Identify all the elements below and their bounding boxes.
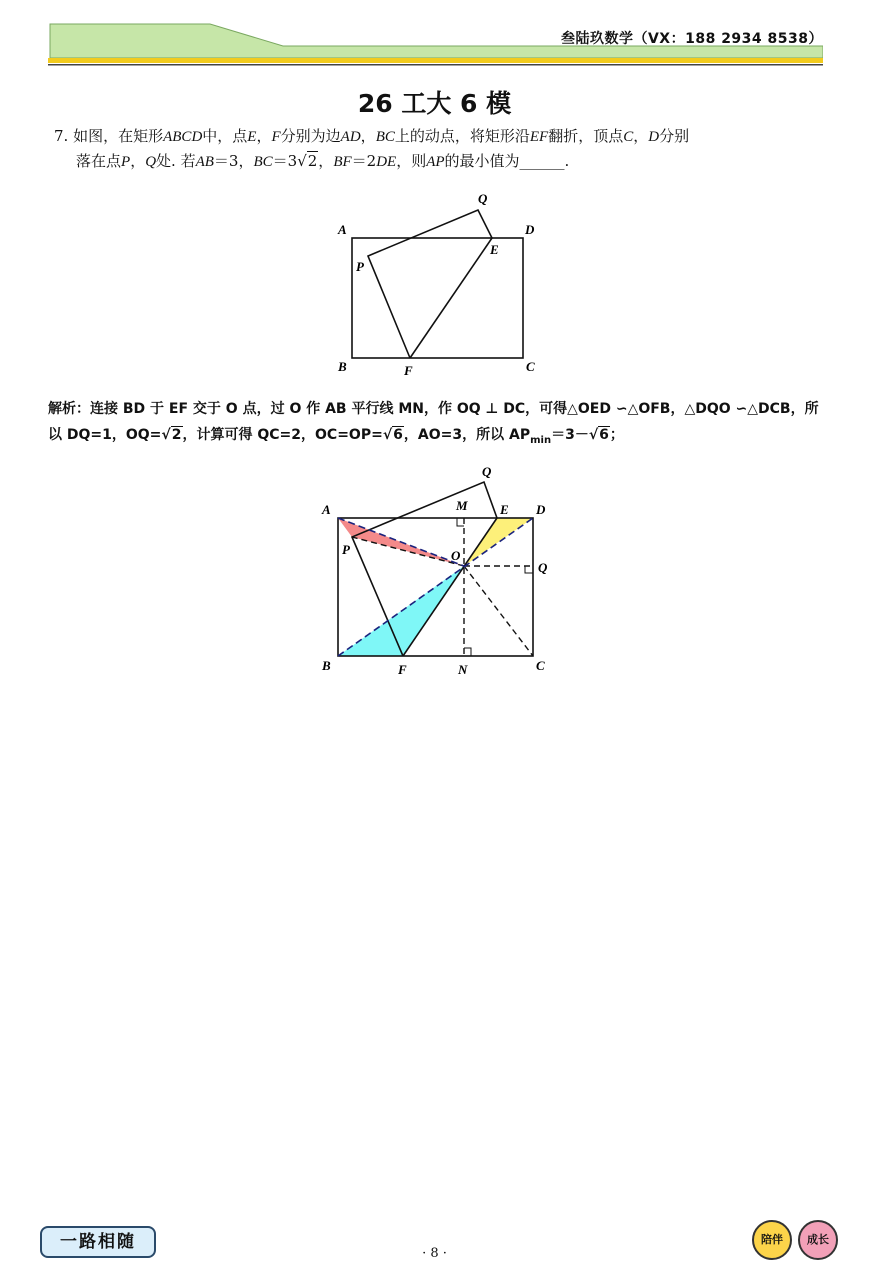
page-number: · 8 · <box>422 1246 447 1261</box>
question-text: ＝3， <box>213 152 254 170</box>
math-d: D <box>648 129 660 145</box>
solution-line-1: 解析：连接 BD 于 EF 交于 O 点，过 O 作 AB 平行线 MN，作 OQ ⊥ DC，可得△OED ∽△OFB，△DQO ∽△DCB，所 <box>48 401 819 417</box>
right-angle-n <box>464 648 471 656</box>
right-angle-q <box>525 566 533 573</box>
label-a: A <box>322 502 331 517</box>
right-angle-m <box>457 518 464 526</box>
math-f: F <box>271 129 281 145</box>
math-ab: AB <box>195 154 214 170</box>
folded-shape <box>368 210 492 358</box>
question-text: 中，点 <box>202 127 248 145</box>
question-text: . <box>564 152 570 170</box>
page-title: 26 工大 6 模 <box>357 89 512 118</box>
question-text: ， <box>360 127 376 145</box>
math-p: P <box>121 154 131 170</box>
label-c: C <box>536 658 545 673</box>
label-e: E <box>490 242 499 257</box>
question-text: ， <box>318 152 334 170</box>
label-q-right: Q <box>538 560 548 575</box>
label-d: D <box>536 502 546 517</box>
sqrt-radicand: 6 <box>599 427 609 443</box>
solution-text: ，AO=3，所以 AP <box>403 427 531 443</box>
label-p: P <box>342 542 350 557</box>
sqrt-radicand: 2 <box>171 427 182 443</box>
label-o: O <box>451 548 461 563</box>
question-text: ＝3 <box>272 152 298 170</box>
footer-badge: 一路相随 <box>40 1226 156 1258</box>
sqrt-symbol: √2 <box>161 427 182 443</box>
label-e: E <box>500 502 509 517</box>
question-number: 7. <box>54 127 69 145</box>
header-text: 叁陆玖数学（VX：188 2934 8538） <box>560 31 823 47</box>
label-p: P <box>356 259 364 274</box>
sqrt-radicand: 6 <box>393 427 403 443</box>
question-text: 分别为边 <box>280 127 341 145</box>
answer-blank: ______ <box>519 152 565 170</box>
fold-line-ef <box>403 518 497 656</box>
math-c: C <box>623 129 634 145</box>
footer-circle-badge-2: 成长 <box>798 1220 838 1260</box>
footer-circle-badge-1: 陪伴 <box>752 1220 792 1260</box>
solution-line-2 <box>48 422 838 454</box>
question-text: ，则 <box>396 152 427 170</box>
math-bc: BC <box>375 129 395 145</box>
dashed-oc <box>464 566 533 656</box>
math-bf: BF <box>333 154 352 170</box>
label-f: F <box>404 363 413 378</box>
question-text: ， <box>130 152 146 170</box>
label-c: C <box>526 359 535 374</box>
figure-2 <box>316 460 566 685</box>
label-b: B <box>338 359 347 374</box>
sqrt-symbol: √6 <box>382 427 403 443</box>
question-text: ， <box>633 127 649 145</box>
question-text: 的最小值为 <box>444 152 520 170</box>
label-a: A <box>338 222 347 237</box>
question-text: 如图，在矩形 <box>73 127 164 145</box>
math-ad: AD <box>340 129 361 145</box>
label-d: D <box>525 222 535 237</box>
question-text: 翻折，顶点 <box>548 127 624 145</box>
label-b: B <box>322 658 331 673</box>
question-text: ＝2 <box>351 152 377 170</box>
label-q: Q <box>478 191 488 206</box>
math-bc: BC <box>253 154 273 170</box>
subscript-min: min <box>530 434 552 446</box>
solution-text: ＝3－ <box>551 427 589 443</box>
math-ap: AP <box>426 154 445 170</box>
label-f: F <box>398 662 407 677</box>
sqrt-symbol: √2 <box>297 152 318 170</box>
question-text: 分别 <box>659 127 690 145</box>
label-m: M <box>456 498 468 513</box>
solution-text: ； <box>609 427 624 443</box>
question-text: 处. 若 <box>156 152 196 170</box>
math-q: Q <box>145 154 157 170</box>
math-e: E <box>247 129 257 145</box>
math-ef: EF <box>529 129 549 145</box>
math-abcd: ABCD <box>163 129 203 145</box>
sqrt-symbol: √6 <box>588 427 609 443</box>
question-line-2 <box>76 149 836 174</box>
question-text: 上的动点，将矩形沿 <box>394 127 530 145</box>
question-text: 落在点 <box>76 152 122 170</box>
solution-text: 以 DQ=1，OQ= <box>48 427 162 443</box>
fold-line-ef <box>410 238 492 358</box>
math-de: DE <box>376 154 397 170</box>
figure-1 <box>330 188 550 380</box>
solution-text: ，计算可得 QC=2，OC=OP= <box>182 427 383 443</box>
label-q-top: Q <box>482 464 492 479</box>
question-text: ， <box>256 127 272 145</box>
sqrt-radicand: 2 <box>307 152 318 170</box>
label-n: N <box>458 662 468 677</box>
question-line-1 <box>54 124 834 149</box>
